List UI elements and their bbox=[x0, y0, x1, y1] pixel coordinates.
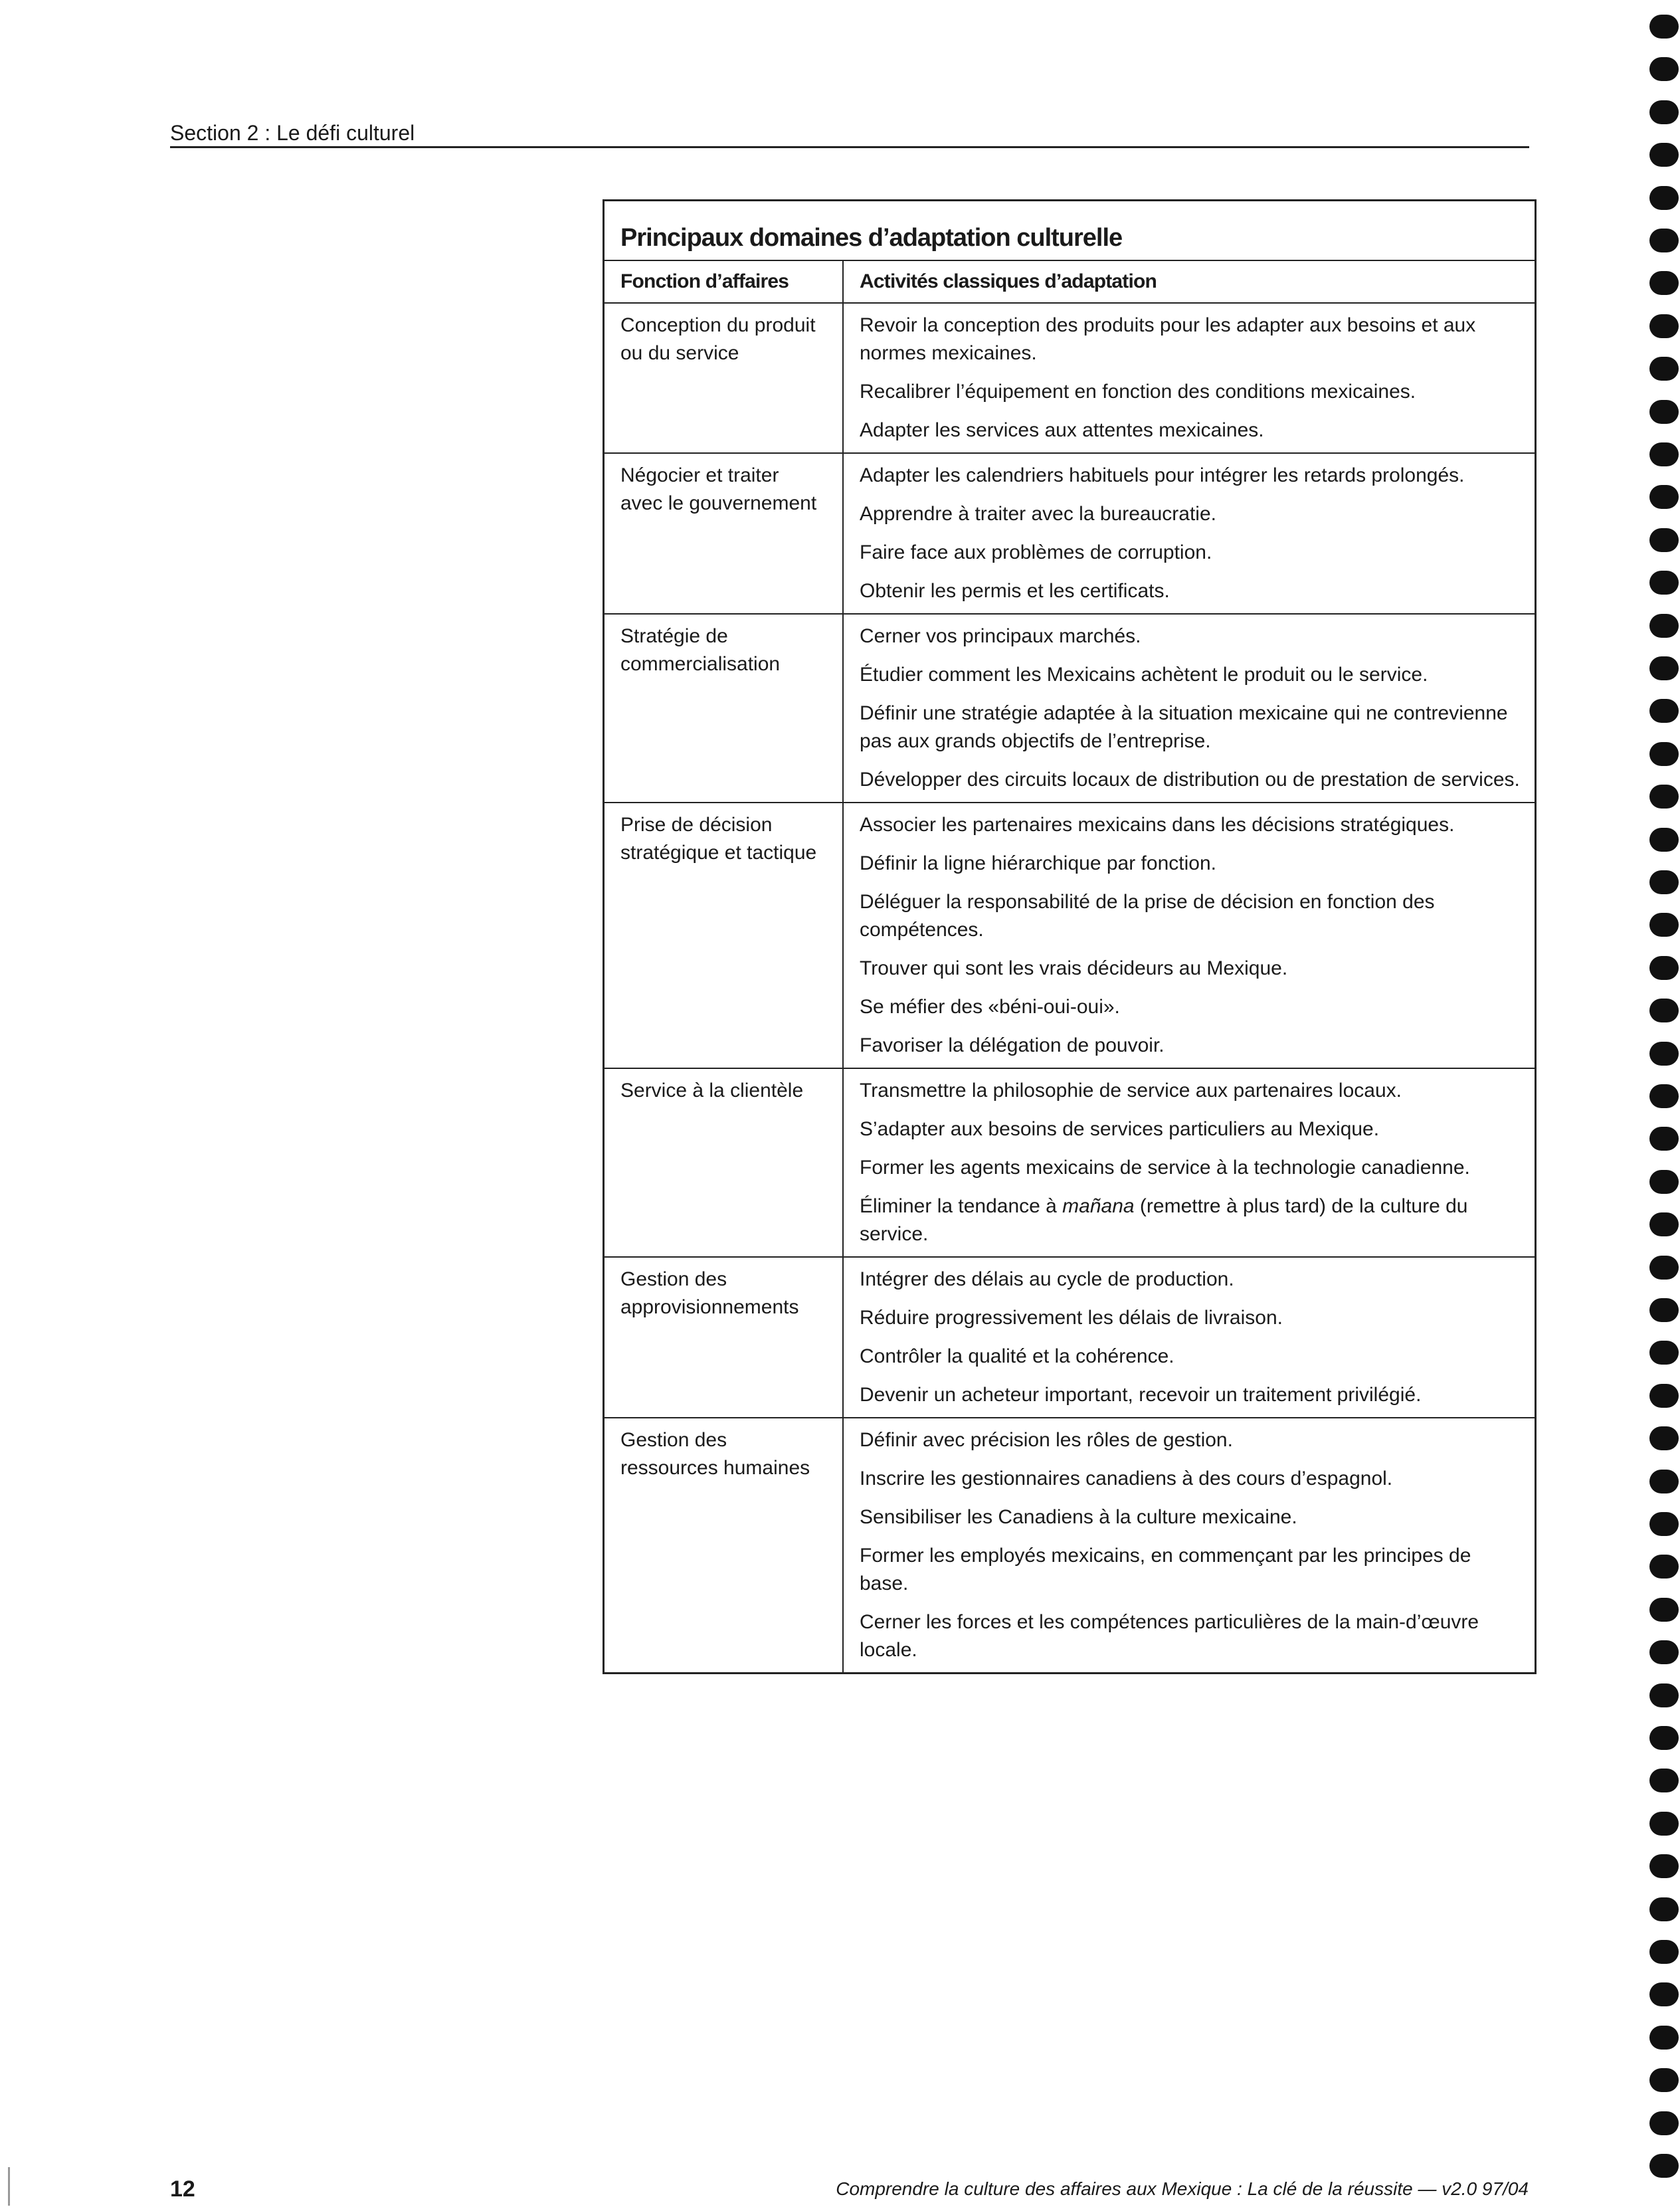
binding-hole bbox=[1649, 571, 1679, 595]
binding-hole bbox=[1649, 1256, 1679, 1280]
binding-hole bbox=[1649, 100, 1679, 124]
function-line: approvisionnements bbox=[620, 1296, 799, 1318]
activity-item: Adapter les services aux attentes mexicaines. bbox=[860, 419, 1264, 441]
footer-publication: Comprendre la culture des affaires aux Mexique : La clé de la réussite — v2.0 97/04 bbox=[836, 2178, 1529, 2199]
function-cell bbox=[605, 1258, 844, 1417]
binding-hole bbox=[1649, 2068, 1679, 2092]
table-row bbox=[605, 1418, 1535, 1672]
activities-cell bbox=[844, 1418, 1535, 1672]
activity-item: Développer des circuits locaux de distribution ou de prestation de services. bbox=[860, 769, 1520, 791]
activities-cell bbox=[844, 615, 1535, 802]
binding-hole bbox=[1649, 956, 1679, 980]
table-row bbox=[605, 615, 1535, 803]
function-line: Service à la clientèle bbox=[620, 1080, 804, 1102]
activity-item: Inscrire les gestionnaires canadiens à des cours d’espagnol. bbox=[860, 1468, 1393, 1489]
column-header-activities: Activités classiques d’adaptation bbox=[860, 270, 1157, 292]
table-body bbox=[605, 304, 1535, 1672]
activity-item: Contrôler la qualité et la cohérence. bbox=[860, 1345, 1174, 1367]
activity-item: Faire face aux problèmes de corruption. bbox=[860, 541, 1212, 563]
binding-hole bbox=[1649, 143, 1679, 167]
activity-item: Apprendre à traiter avec la bureaucratie. bbox=[860, 503, 1216, 525]
binding-hole bbox=[1649, 1598, 1679, 1622]
binding-hole bbox=[1649, 828, 1679, 852]
activity-item: S’adapter aux besoins de services particuliers au Mexique. bbox=[860, 1118, 1380, 1140]
section-title: Section 2 : Le défi culturel bbox=[170, 121, 415, 145]
binding-hole bbox=[1649, 1341, 1679, 1365]
activity-item: Déléguer la responsabilité de la prise de décision en fonction des compétences. bbox=[860, 891, 1435, 941]
activity-item: Étudier comment les Mexicains achètent le produit ou le service. bbox=[860, 664, 1428, 686]
binding-hole bbox=[1649, 1426, 1679, 1450]
function-line: Stratégie de bbox=[620, 625, 728, 647]
activity-item: Associer les partenaires mexicains dans les décisions stratégiques. bbox=[860, 814, 1455, 836]
binding-hole bbox=[1649, 15, 1679, 39]
binding-hole bbox=[1649, 186, 1679, 210]
binding-hole bbox=[1649, 1470, 1679, 1493]
binding-hole bbox=[1649, 785, 1679, 809]
binding-hole bbox=[1649, 528, 1679, 552]
binding-hole bbox=[1649, 485, 1679, 509]
function-line: Prise de décision bbox=[620, 814, 773, 836]
binding-hole bbox=[1649, 1212, 1679, 1236]
binding-hole bbox=[1649, 913, 1679, 937]
binding-hole bbox=[1649, 999, 1679, 1022]
binding-holes bbox=[1647, 15, 1680, 2207]
activities-cell bbox=[844, 1069, 1535, 1256]
activity-item: Trouver qui sont les vrais décideurs au Mexique. bbox=[860, 957, 1288, 979]
binding-hole bbox=[1649, 442, 1679, 466]
binding-hole bbox=[1649, 656, 1679, 680]
binding-hole bbox=[1649, 1897, 1679, 1921]
binding-hole bbox=[1649, 1170, 1679, 1194]
table-row bbox=[605, 304, 1535, 454]
activity-item: Cerner vos principaux marchés. bbox=[860, 625, 1141, 647]
table-header-row bbox=[605, 261, 1535, 304]
function-line: avec le gouvernement bbox=[620, 492, 817, 514]
binding-hole bbox=[1649, 2026, 1679, 2050]
activity-item: Recalibrer l’équipement en fonction des conditions mexicaines. bbox=[860, 381, 1416, 403]
table-title: Principaux domaines d’adaptation culturelle bbox=[605, 201, 1535, 261]
binding-hole bbox=[1649, 1042, 1679, 1066]
activity-item: Former les employés mexicains, en commençant par les principes de base. bbox=[860, 1545, 1471, 1594]
binding-hole bbox=[1649, 1683, 1679, 1707]
binding-hole bbox=[1649, 614, 1679, 638]
binding-hole bbox=[1649, 1854, 1679, 1878]
binding-hole bbox=[1649, 2111, 1679, 2135]
function-cell bbox=[605, 1418, 844, 1672]
activities-cell bbox=[844, 1258, 1535, 1417]
binding-hole bbox=[1649, 229, 1679, 252]
activity-item: Adapter les calendriers habituels pour intégrer les retards prolongés. bbox=[860, 464, 1465, 486]
activity-item: Former les agents mexicains de service à la technologie canadienne. bbox=[860, 1157, 1470, 1179]
binding-hole bbox=[1649, 1812, 1679, 1836]
binding-hole bbox=[1649, 1512, 1679, 1536]
binding-hole bbox=[1649, 271, 1679, 295]
activity-item: Favoriser la délégation de pouvoir. bbox=[860, 1034, 1165, 1056]
column-header-function: Fonction d’affaires bbox=[605, 261, 844, 302]
function-line: Conception du produit bbox=[620, 314, 816, 336]
page-number: 12 bbox=[170, 2176, 195, 2202]
binding-hole bbox=[1649, 2154, 1679, 2178]
page-header bbox=[170, 118, 1529, 148]
binding-hole bbox=[1649, 400, 1679, 424]
binding-hole bbox=[1649, 1982, 1679, 2006]
activity-item: Intégrer des délais au cycle de production. bbox=[860, 1268, 1234, 1290]
adaptation-table bbox=[603, 199, 1537, 1674]
activity-item: Se méfier des «béni-oui-oui». bbox=[860, 996, 1120, 1018]
table-row bbox=[605, 1069, 1535, 1258]
binding-hole bbox=[1649, 1084, 1679, 1108]
activity-item: Revoir la conception des produits pour les adapter aux besoins et aux normes mexicaines. bbox=[860, 314, 1476, 364]
binding-hole bbox=[1649, 1769, 1679, 1792]
binding-hole bbox=[1649, 1127, 1679, 1151]
activities-cell bbox=[844, 803, 1535, 1068]
activity-item: Devenir un acheteur important, recevoir un traitement privilégié. bbox=[860, 1384, 1422, 1406]
binding-hole bbox=[1649, 314, 1679, 338]
activity-item: Cerner les forces et les compétences particulières de la main-d’œuvre locale. bbox=[860, 1611, 1479, 1661]
activity-item: Sensibiliser les Canadiens à la culture mexicaine. bbox=[860, 1506, 1297, 1528]
binding-hole bbox=[1649, 357, 1679, 381]
binding-hole bbox=[1649, 1940, 1679, 1964]
function-line: Négocier et traiter bbox=[620, 464, 779, 486]
binding-hole bbox=[1649, 1384, 1679, 1408]
function-line: Gestion des bbox=[620, 1429, 727, 1451]
function-cell bbox=[605, 615, 844, 802]
binding-hole bbox=[1649, 699, 1679, 723]
function-line: ressources humaines bbox=[620, 1457, 810, 1479]
binding-hole bbox=[1649, 742, 1679, 766]
activity-item: Éliminer la tendance à mañana (remettre à plus tard) de la culture du service. bbox=[860, 1195, 1468, 1245]
binding-hole bbox=[1649, 57, 1679, 81]
function-cell bbox=[605, 803, 844, 1068]
function-cell bbox=[605, 454, 844, 613]
activity-item: Définir avec précision les rôles de gestion. bbox=[860, 1429, 1233, 1451]
binding-hole bbox=[1649, 1726, 1679, 1750]
function-line: stratégique et tactique bbox=[620, 842, 817, 864]
activity-item: Obtenir les permis et les certificats. bbox=[860, 580, 1170, 602]
activities-cell bbox=[844, 454, 1535, 613]
function-cell bbox=[605, 1069, 844, 1256]
binding-hole bbox=[1649, 1640, 1679, 1664]
function-line: ou du service bbox=[620, 342, 739, 364]
margin-mark bbox=[8, 2167, 10, 2206]
binding-hole bbox=[1649, 1555, 1679, 1579]
activity-item: Transmettre la philosophie de service aux partenaires locaux. bbox=[860, 1080, 1402, 1102]
activity-item: Réduire progressivement les délais de livraison. bbox=[860, 1307, 1283, 1329]
activity-item: Définir la ligne hiérarchique par fonction. bbox=[860, 852, 1216, 874]
binding-hole bbox=[1649, 870, 1679, 894]
activities-cell bbox=[844, 304, 1535, 452]
table-row bbox=[605, 803, 1535, 1069]
function-cell bbox=[605, 304, 844, 452]
table-row bbox=[605, 454, 1535, 615]
activity-item: Définir une stratégie adaptée à la situation mexicaine qui ne contrevienne pas aux grands objectifs de l’entreprise. bbox=[860, 702, 1508, 752]
binding-hole bbox=[1649, 1298, 1679, 1322]
function-line: Gestion des bbox=[620, 1268, 727, 1290]
function-line: commercialisation bbox=[620, 653, 781, 675]
table-row bbox=[605, 1258, 1535, 1418]
